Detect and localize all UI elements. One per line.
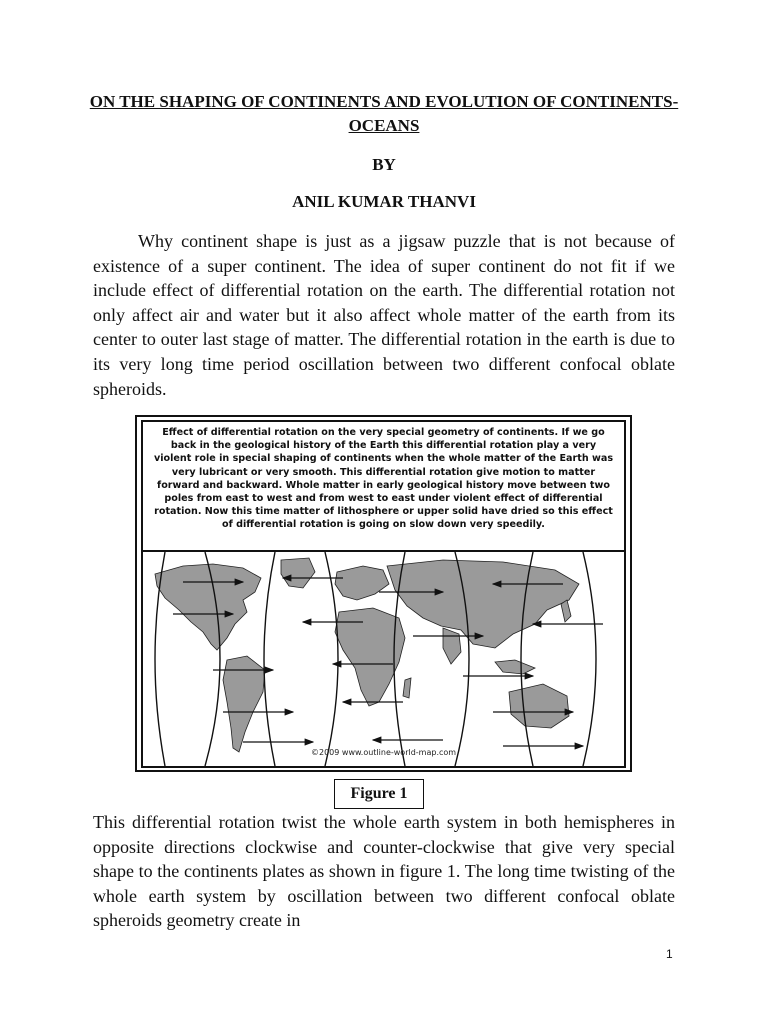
author-name: ANIL KUMAR THANVI — [292, 192, 476, 211]
map-watermark: ©2009 www.outline-world-map.com — [311, 748, 457, 757]
world-map-panel — [141, 550, 626, 768]
intro-paragraph: Why continent shape is just as a jigsaw puzzle that is not because of existence of a super continent. The idea of super continent do not fit if we include effect of differential rotation on the earth. The differential rotation not only affect air and water but it also affect whole matter of the earth from its center to outer last stage of matter. The differential rotation in the earth is due to its very long time period oscillation between two different confocal oblate spheroids. — [93, 231, 675, 399]
figure-label: Figure 1 — [334, 779, 424, 809]
figure-caption-text: Effect of differential rotation on the very special geometry of continents. If we go back in the geological history of the Earth this differential rotation play a very violent role in special shaping of continents when the whole matter of the Earth was very lubricant or very smooth. This differential rotation give motion to matter forward and backward. Whole matter in early geological history move between two poles from east to west and from west to east under violent effect of differential rotation. Now this time matter of lithosphere or upper solid have dried so this effect of differential rotation is going on slow down very speedily. — [153, 427, 614, 531]
world-map-illustration — [143, 552, 624, 766]
figure-caption-box — [141, 420, 626, 556]
body-paragraph: This differential rotation twist the whole earth system in both hemispheres in opposite directions clockwise and counter-clockwise that give very special shape to the continents plates as shown in figure 1. The long time twisting of the whole earth system by oscillation between two different confocal oblate spheroids geometry create in — [93, 812, 675, 931]
paper-title: ON THE SHAPING OF CONTINENTS AND EVOLUTION OF CONTINENTS-OCEANS — [89, 92, 679, 135]
page-number: 1 — [666, 947, 673, 961]
byline-label: BY — [372, 155, 396, 174]
figure-1 — [135, 415, 632, 772]
